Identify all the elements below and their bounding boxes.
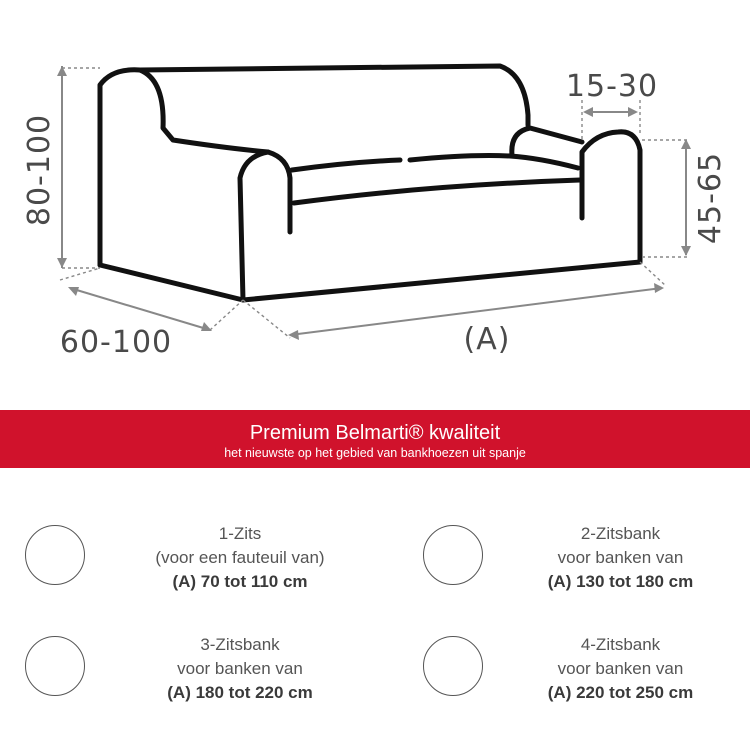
dimension-arrows	[57, 66, 691, 340]
size-option-3-zitsbank[interactable]	[25, 633, 385, 723]
size-option-1-zits[interactable]	[25, 522, 385, 612]
option-description: (voor een fauteuil van)	[155, 548, 325, 567]
option-description: voor banken van	[557, 659, 684, 678]
option-range: (A) 130 tot 180 cm	[547, 572, 694, 591]
sofa-outline	[100, 66, 640, 300]
radio-button[interactable]	[423, 636, 483, 696]
banner-subtitle: het nieuwste op het gebied van bankhoezen uit spanje	[224, 446, 526, 460]
length-label: (A)	[463, 322, 511, 357]
height-label: 80-100	[22, 113, 57, 227]
option-range: (A) 180 tot 220 cm	[167, 683, 313, 702]
quality-banner	[0, 410, 750, 468]
option-description: voor banken van	[177, 659, 303, 678]
depth-label: 60-100	[59, 325, 173, 360]
dimension-lines	[60, 66, 690, 338]
option-name: 4-Zitsbank	[580, 635, 661, 654]
option-range: (A) 70 tot 110 cm	[172, 572, 308, 591]
radio-button[interactable]	[25, 525, 85, 585]
option-text	[110, 633, 370, 705]
radio-button[interactable]	[25, 636, 85, 696]
banner-title: Premium Belmarti® kwaliteit	[249, 422, 501, 444]
option-name: 3-Zitsbank	[200, 635, 280, 654]
armrest-width-label: 15-30	[565, 69, 659, 104]
radio-button[interactable]	[423, 525, 483, 585]
option-name: 1-Zits	[218, 524, 262, 543]
option-name: 2-Zitsbank	[580, 524, 661, 543]
size-option-4-zitsbank[interactable]	[423, 633, 743, 723]
option-text	[508, 633, 733, 705]
size-option-2-zitsbank[interactable]	[423, 522, 743, 612]
option-description: voor banken van	[557, 548, 684, 567]
armrest-height-label: 45-65	[693, 151, 728, 245]
option-text	[508, 522, 733, 594]
option-range: (A) 220 tot 250 cm	[547, 683, 694, 702]
option-text	[110, 522, 370, 594]
